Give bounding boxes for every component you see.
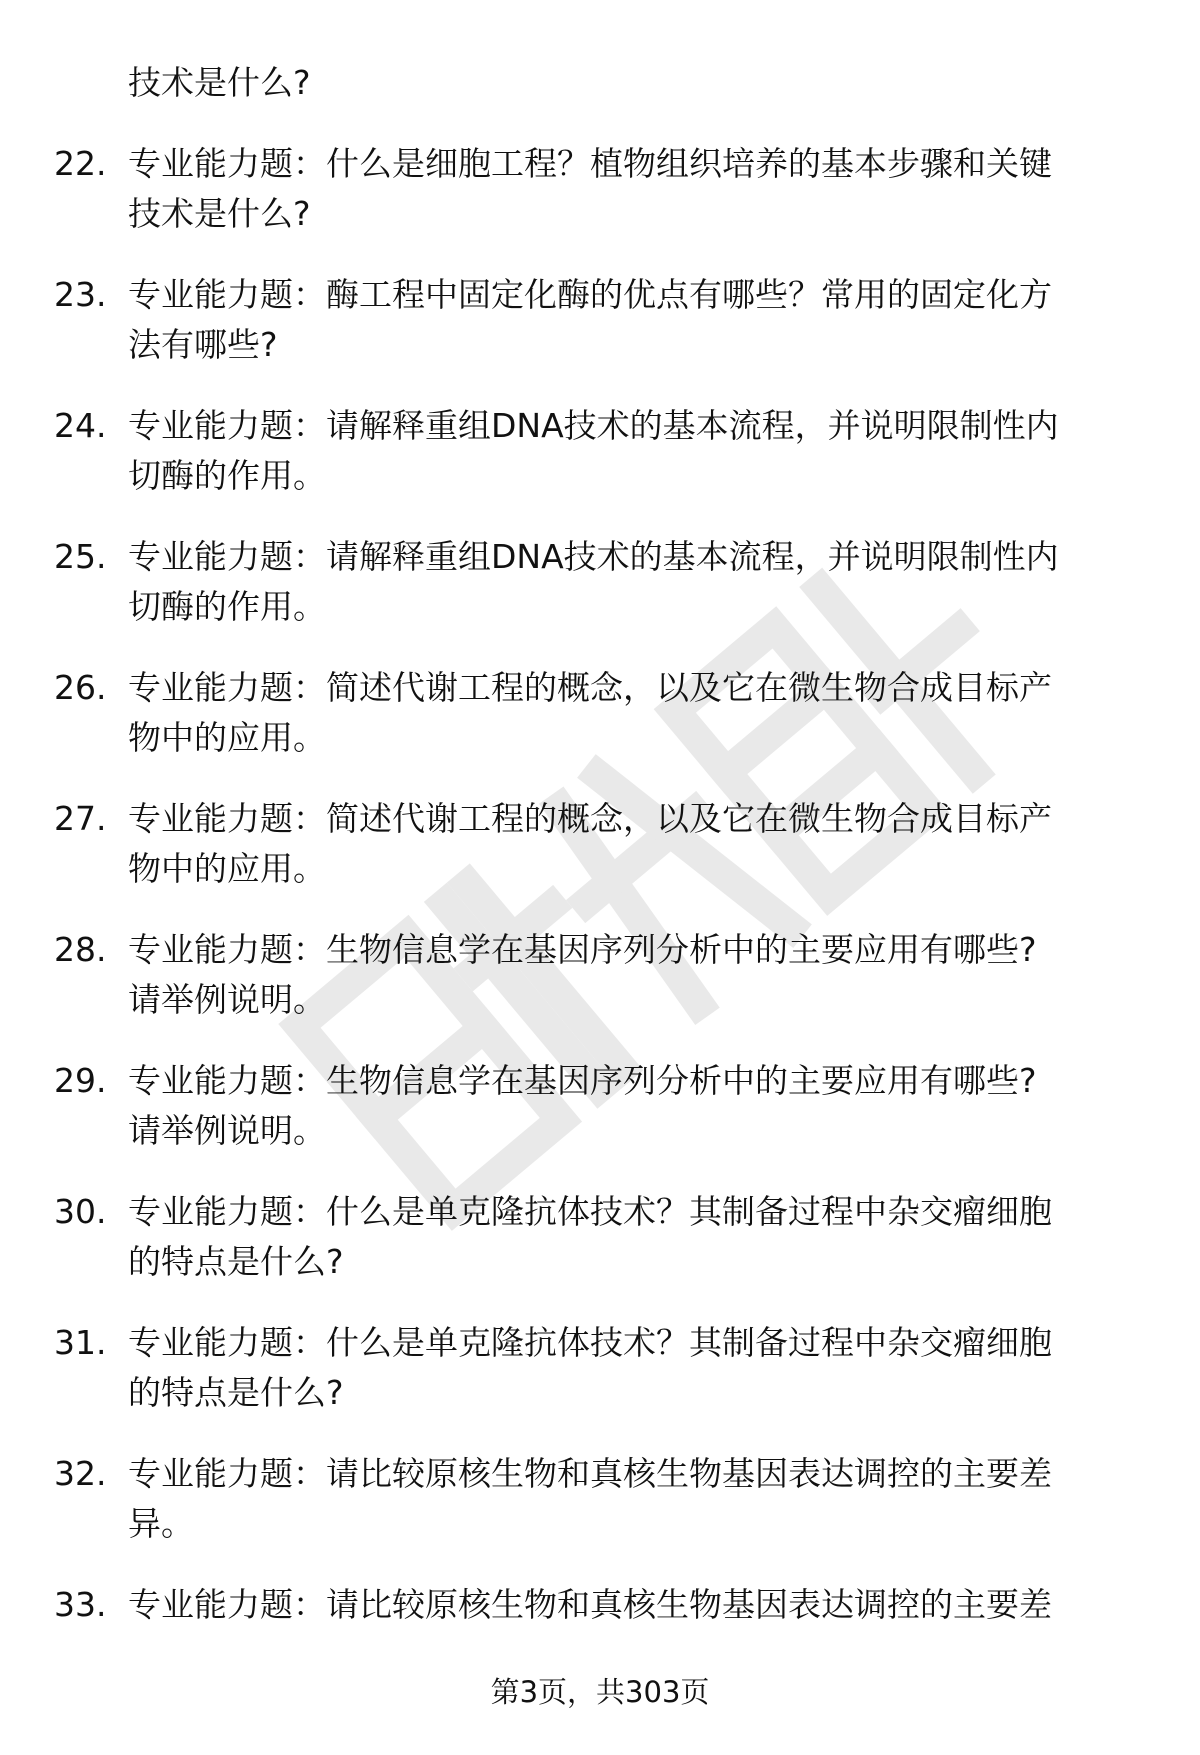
question-line: 切酶的作用。 [128, 587, 326, 626]
question-number: 32. [54, 1454, 107, 1493]
question-text [128, 794, 1173, 894]
question-item [0, 139, 1200, 239]
question-line: 专业能力题：生物信息学在基因序列分析中的主要应用有哪些? [128, 1061, 1037, 1100]
question-line: 的特点是什么? [128, 1373, 344, 1412]
question-text [128, 270, 1173, 370]
question-line: 法有哪些? [128, 325, 278, 364]
question-line: 专业能力题：请比较原核生物和真核生物基因表达调控的主要差 [128, 1585, 1052, 1624]
question-line: 专业能力题：请解释重组DNA技术的基本流程，并说明限制性内 [128, 537, 1059, 576]
question-number: 27. [54, 799, 107, 838]
question-text [128, 925, 1173, 1025]
continuation-text: 技术是什么? [128, 63, 311, 102]
question-line: 专业能力题：请比较原核生物和真核生物基因表达调控的主要差 [128, 1454, 1052, 1493]
question-item [0, 925, 1200, 1025]
question-text [128, 1318, 1173, 1418]
question-line: 专业能力题：什么是细胞工程？植物组织培养的基本步骤和关键 [128, 144, 1052, 183]
question-number: 23. [54, 275, 107, 314]
question-line: 异。 [128, 1504, 194, 1543]
question-item [0, 1187, 1200, 1287]
question-number: 22. [54, 144, 107, 183]
question-number: 30. [54, 1192, 107, 1231]
question-item [0, 663, 1200, 763]
question-line: 专业能力题：请解释重组DNA技术的基本流程，并说明限制性内 [128, 406, 1059, 445]
question-item [0, 1056, 1200, 1156]
question-number: 28. [54, 930, 107, 969]
question-line: 技术是什么? [128, 194, 311, 233]
question-item [0, 1449, 1200, 1549]
question-text [128, 663, 1173, 763]
question-item [0, 532, 1200, 632]
question-line: 专业能力题：酶工程中固定化酶的优点有哪些？常用的固定化方 [128, 275, 1052, 314]
question-number: 33. [54, 1585, 107, 1624]
question-text [128, 1187, 1173, 1287]
question-line: 物中的应用。 [128, 718, 326, 757]
question-line: 物中的应用。 [128, 849, 326, 888]
question-number: 29. [54, 1061, 107, 1100]
question-number: 26. [54, 668, 107, 707]
question-text [128, 401, 1173, 501]
question-text [128, 1580, 1173, 1680]
question-item [0, 1318, 1200, 1418]
question-text [128, 532, 1173, 632]
question-number: 24. [54, 406, 107, 445]
page-footer: 第3页，共303页 [490, 1675, 710, 1709]
question-item [0, 794, 1200, 894]
question-text [128, 1449, 1173, 1549]
question-line: 专业能力题：简述代谢工程的概念，以及它在微生物合成目标产 [128, 799, 1052, 838]
question-text [128, 1056, 1173, 1156]
question-item [0, 270, 1200, 370]
question-line: 请举例说明。 [128, 980, 326, 1019]
question-line: 专业能力题：什么是单克隆抗体技术？其制备过程中杂交瘤细胞 [128, 1192, 1052, 1231]
question-line: 请举例说明。 [128, 1111, 326, 1150]
question-line: 的特点是什么? [128, 1242, 344, 1281]
question-text [128, 139, 1173, 239]
question-line: 切酶的作用。 [128, 456, 326, 495]
question-list [0, 58, 1200, 1711]
question-item [0, 1580, 1200, 1680]
question-number: 31. [54, 1323, 107, 1362]
question-number: 25. [54, 537, 107, 576]
question-line: 专业能力题：生物信息学在基因序列分析中的主要应用有哪些? [128, 930, 1037, 969]
question-line: 专业能力题：简述代谢工程的概念，以及它在微生物合成目标产 [128, 668, 1052, 707]
question-line: 专业能力题：什么是单克隆抗体技术？其制备过程中杂交瘤细胞 [128, 1323, 1052, 1362]
question-item [0, 401, 1200, 501]
